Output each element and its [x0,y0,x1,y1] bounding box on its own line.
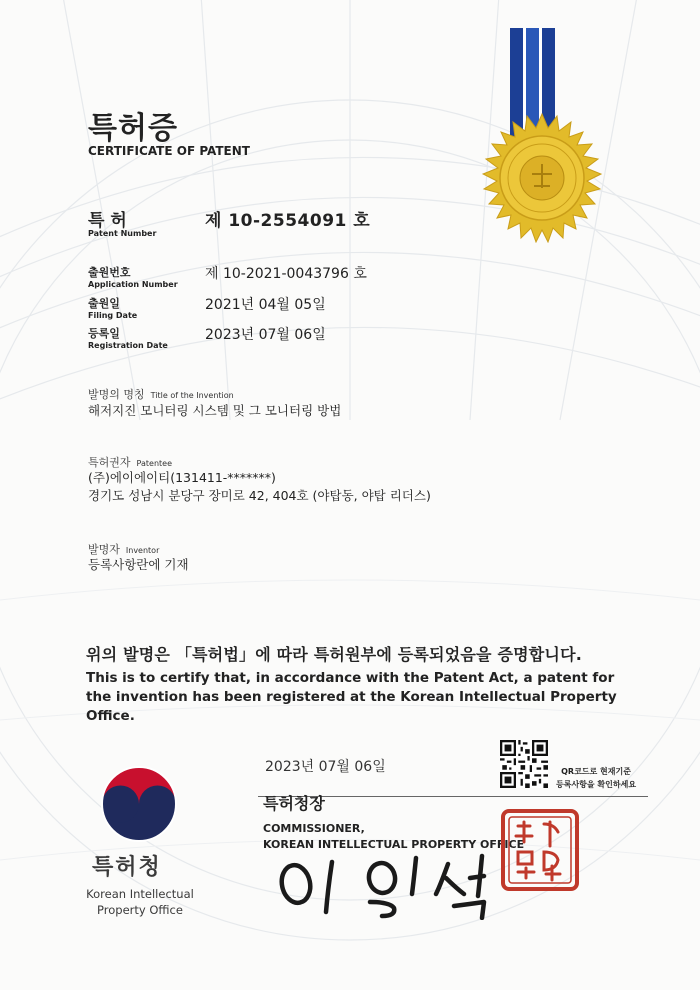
official-seal-stamp [500,808,580,892]
kipo-taegeuk-logo [100,765,178,843]
registration-date: 2023년 07월 06일 [205,327,326,343]
commissioner-title-en [263,821,524,853]
issue-date: 2023년 07월 06일 [265,759,386,775]
kipo-name-en-line1: Korean Intellectual [86,887,194,901]
patentee-address: 경기도 성남시 분당구 장미로 42, 404호 (야탑동, 야탑 리더스) [88,488,431,503]
filing-date: 2021년 04월 05일 [205,297,326,313]
application-number: 제 10-2021-0043796 호 [205,266,367,282]
application-number-label-en: Application Number [88,280,178,289]
qr-note [556,765,636,791]
filing-date-label-en: Filing Date [88,311,138,320]
kipo-name-en-line2: Property Office [97,903,183,917]
filing-date-label: 출원일 [88,297,120,310]
commissioner-title: 특허청장 [263,794,325,813]
qr-note-line1: QR코드로 현재기준 [561,767,631,776]
gold-seal-icon [482,28,632,243]
patent-label-en: Patent Number [88,229,157,238]
document-title: 특허증 [88,111,178,146]
document-title-en: CERTIFICATE OF PATENT [88,144,250,158]
registration-date-label: 등록일 [88,327,120,340]
invention-label: 발명의 명칭 [88,388,145,401]
application-number-label: 출원번호 [88,266,131,279]
invention-title: 해저지진 모니터링 시스템 및 그 모니터링 방법 [88,403,342,418]
inventor-label-en: Inventor [125,546,160,555]
inventor-value: 등록사항란에 기재 [88,557,189,572]
patentee-label-en: Patentee [136,459,172,468]
commissioner-en-line1: COMMISSIONER, [263,822,365,835]
registration-date-label-en: Registration Date [88,341,168,350]
invention-label-en: Title of the Invention [150,391,234,400]
qr-code-icon[interactable] [500,740,548,788]
patentee-label: 특허권자 [88,456,131,469]
kipo-name: 특허청 [92,855,162,880]
inventor-label: 발명자 [88,543,120,556]
patentee-name: (주)에이에이티(131411-*******) [88,470,276,485]
kipo-name-en [80,886,200,918]
patent-label: 특 허 [88,211,127,231]
patent-number: 제 10-2554091 호 [205,211,371,231]
commissioner-signature [270,850,510,920]
certification-ko: 위의 발명은 「특허법」에 따라 특허원부에 등록되었음을 증명합니다. [86,645,583,664]
invention-label-row [88,383,234,402]
qr-note-line2: 등록사항을 확인하세요 [556,780,637,789]
certification-en: This is to certify that, in accordance with the Patent Act, a patent for the invention has been registered at the Korean Intellectual Property Office. [86,670,617,724]
commissioner-en-line2: KOREAN INTELLECTUAL PROPERTY OFFICE [263,838,525,851]
